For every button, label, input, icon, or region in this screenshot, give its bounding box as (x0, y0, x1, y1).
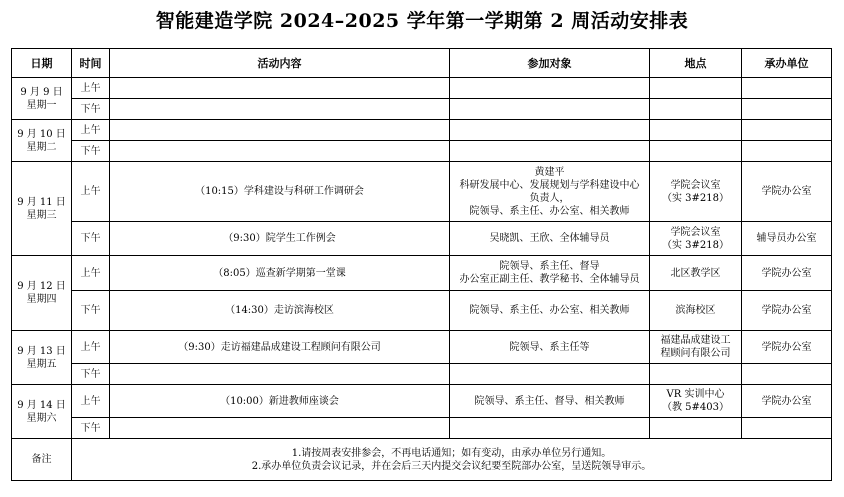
date-label: 9 月 13 日 (17, 345, 66, 357)
participants-cell (450, 256, 650, 291)
participants-cell-line: 院领导、系主任、督导 (499, 261, 600, 272)
note-line: 2.承办单位负责会议记录，并在会后三天内提交会议纪要至院部办公室，呈送院领导审示。 (251, 460, 652, 472)
organizer-cell (742, 141, 832, 162)
participants-cell (450, 331, 650, 364)
participants-cell-line: 负责人， (529, 192, 570, 204)
header-row (12, 49, 832, 78)
participants-cell-line: 办公室正副主任、教学秘书、全体辅导员 (459, 274, 640, 285)
weekday-label: 星期四 (26, 294, 57, 305)
organizer-cell: 辅导员办公室 (742, 222, 832, 256)
time-cell: 下午 (72, 291, 110, 331)
participants-cell (450, 291, 650, 331)
location-cell-line: VR 实训中心 (666, 389, 725, 400)
location-cell (650, 141, 742, 162)
organizer-cell: 学院办公室 (742, 256, 832, 291)
notes-content (72, 439, 832, 481)
content-cell (110, 78, 450, 99)
notes-row (12, 439, 832, 481)
weekday-label: 星期五 (26, 358, 57, 370)
time-cell: 下午 (72, 99, 110, 120)
header-location: 地点 (650, 49, 742, 78)
time-cell: 上午 (72, 162, 110, 222)
location-cell (650, 78, 742, 99)
content-cell: （9:30）院学生工作例会 (110, 222, 450, 256)
date-label: 9 月 10 日 (17, 128, 66, 140)
location-cell (650, 418, 742, 439)
weekday-label: 星期六 (26, 412, 57, 424)
location-cell-line: （教 5#403） (661, 402, 729, 413)
organizer-cell: 学院办公室 (742, 331, 832, 364)
participants-cell (450, 222, 650, 256)
organizer-cell (742, 99, 832, 120)
location-cell (650, 162, 742, 222)
location-cell (650, 364, 742, 385)
content-cell (110, 364, 450, 385)
table-row (12, 256, 832, 291)
table-row (12, 291, 832, 331)
participants-cell-line: 院领导、系主任、办公室、相关教师 (469, 305, 630, 316)
content-cell: （10:15）学科建设与科研工作调研会 (110, 162, 450, 222)
participants-cell-line: 院领导、系主任、督导、相关教师 (474, 395, 625, 407)
content-cell: （10:00）新进教师座谈会 (110, 385, 450, 418)
location-cell (650, 120, 742, 141)
table-row (12, 418, 832, 439)
participants-cell (450, 364, 650, 385)
header-date: 日期 (12, 49, 72, 78)
header-participants: 参加对象 (450, 49, 650, 78)
schedule-body (12, 78, 832, 439)
page-title: 智能建造学院 2024–2025 学年第一学期第 2 周活动安排表 (155, 10, 689, 32)
organizer-cell (742, 364, 832, 385)
weekday-label: 星期三 (26, 209, 57, 221)
location-cell-line: 福建晶成建设工 (660, 335, 731, 346)
content-cell (110, 141, 450, 162)
organizer-cell (742, 418, 832, 439)
date-label: 9 月 12 日 (17, 281, 66, 292)
location-cell-line: 滨海校区 (675, 305, 716, 316)
header-organizer: 承办单位 (742, 49, 832, 78)
table-row (12, 99, 832, 120)
notes-label: 备注 (12, 439, 72, 481)
location-cell-line: 北区教学区 (670, 267, 721, 279)
header-content: 活动内容 (110, 49, 450, 78)
table-row (12, 364, 832, 385)
organizer-cell: 学院办公室 (742, 291, 832, 331)
participants-cell-line: 科研发展中心、发展规划与学科建设中心 (459, 179, 640, 191)
location-cell (650, 222, 742, 256)
table-row (12, 162, 832, 222)
location-cell-line: （实 3#218） (661, 192, 729, 204)
participants-cell (450, 141, 650, 162)
organizer-cell: 学院办公室 (742, 385, 832, 418)
location-cell (650, 385, 742, 418)
table-row (12, 141, 832, 162)
time-cell: 上午 (72, 385, 110, 418)
date-cell (12, 256, 72, 331)
weekday-label: 星期一 (26, 99, 57, 111)
date-cell (12, 162, 72, 256)
table-row (12, 222, 832, 256)
content-cell (110, 418, 450, 439)
participants-cell-line: 院领导、系主任、办公室、相关教师 (469, 205, 630, 217)
table-row (12, 385, 832, 418)
organizer-cell: 学院办公室 (742, 162, 832, 222)
date-label: 9 月 9 日 (20, 86, 63, 98)
time-cell: 下午 (72, 141, 110, 162)
date-label: 9 月 14 日 (17, 399, 66, 411)
table-row (12, 331, 832, 364)
time-cell: 下午 (72, 418, 110, 439)
participants-cell (450, 120, 650, 141)
content-cell: （8:05）巡查新学期第一堂课 (110, 256, 450, 291)
time-cell: 上午 (72, 256, 110, 291)
location-cell (650, 331, 742, 364)
content-cell (110, 120, 450, 141)
date-cell (12, 385, 72, 439)
participants-cell-line: 吴晓凯、王欣、全体辅导员 (489, 233, 610, 244)
note-line: 1.请按周表安排参会，不再电话通知；如有变动，由承办单位另行通知。 (291, 447, 612, 459)
table-row (12, 78, 832, 99)
participants-cell-line: 院领导、系主任等 (509, 341, 590, 353)
participants-cell-line: 黄建平 (534, 166, 565, 178)
content-cell: （14:30）走访滨海校区 (110, 291, 450, 331)
participants-cell (450, 385, 650, 418)
location-cell (650, 256, 742, 291)
date-cell (12, 78, 72, 120)
table-row (12, 120, 832, 141)
schedule-table (11, 48, 832, 481)
location-cell-line: 程顾问有限公司 (660, 348, 731, 359)
time-cell: 上午 (72, 120, 110, 141)
header-time: 时间 (72, 49, 110, 78)
time-cell: 下午 (72, 364, 110, 385)
date-cell (12, 120, 72, 162)
organizer-cell (742, 120, 832, 141)
location-cell (650, 291, 742, 331)
participants-cell (450, 78, 650, 99)
date-cell (12, 331, 72, 385)
participants-cell (450, 162, 650, 222)
location-cell-line: （实 3#218） (661, 239, 729, 251)
participants-cell (450, 418, 650, 439)
time-cell: 下午 (72, 222, 110, 256)
content-cell (110, 99, 450, 120)
date-label: 9 月 11 日 (17, 196, 66, 208)
participants-cell (450, 99, 650, 120)
organizer-cell (742, 78, 832, 99)
location-cell-line: 学院会议室 (670, 226, 721, 238)
content-cell: （9:30）走访福建晶成建设工程顾问有限公司 (110, 331, 450, 364)
time-cell: 上午 (72, 331, 110, 364)
location-cell-line: 学院会议室 (670, 179, 721, 191)
time-cell: 上午 (72, 78, 110, 99)
location-cell (650, 99, 742, 120)
weekday-label: 星期二 (26, 141, 57, 153)
